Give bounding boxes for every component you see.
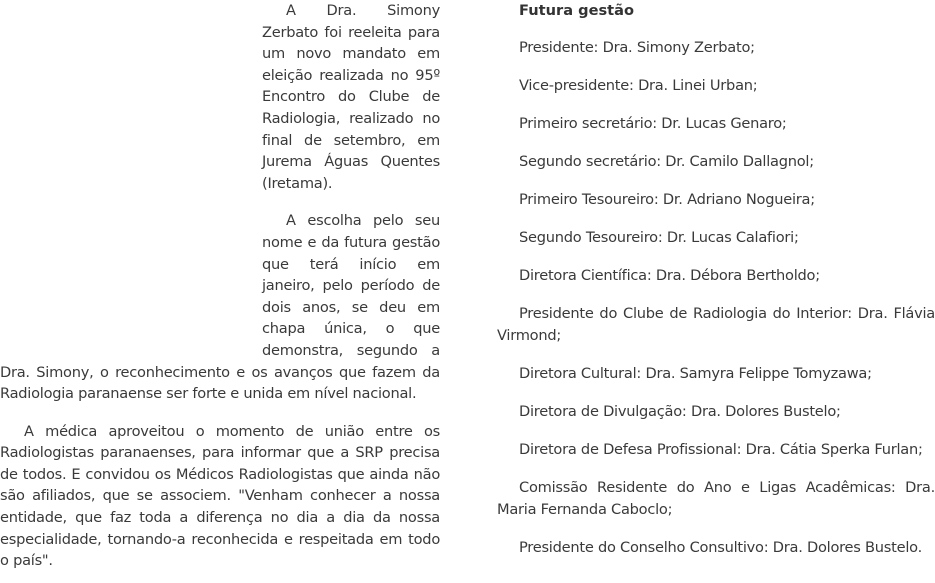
board-list-item: Presidente: Dra. Simony Zerbato;: [519, 39, 755, 56]
article-paragraph: A Dra. Simony Zerbato foi reeleita para um novo mandato em eleição realizada no 95º Encontro do Clube de Radiologia, realizado no final de setembro, em Jurema Águas Quentes (Iretama).: [262, 2, 440, 192]
board-list-item: Presidente do Conselho Consultivo: Dra. Dolores Bustelo.: [519, 539, 922, 556]
article-left-column: [0, 0, 440, 572]
board-list-item: Comissão Residente do Ano e Ligas Acadêmicas: Dra. Maria Fernanda Caboclo;: [497, 479, 935, 518]
board-list: [497, 37, 935, 559]
board-list-item: Primeiro Tesoureiro: Dr. Adriano Nogueira;: [519, 191, 815, 208]
article-paragraph: A escolha pelo seu nome e da futura gestão que terá início em janeiro, pelo período de dois anos, se deu em chapa única, o que demonstra, segundo a Dra. Simony, o reconhecimento e os avanços que fazem da Radiologia paranaense ser forte e unida em nível nacional.: [0, 212, 440, 403]
image-placeholder-space: [0, 0, 262, 340]
board-list-item: Diretora de Defesa Profissional: Dra. Cátia Sperka Furlan;: [519, 441, 923, 458]
board-list-item: Diretora Científica: Dra. Débora Bertholdo;: [519, 267, 820, 284]
article-right-column: [497, 0, 935, 575]
board-list-item: Primeiro secretário: Dr. Lucas Genaro;: [519, 115, 787, 132]
board-list-item: Presidente do Clube de Radiologia do Interior: Dra. Flávia Virmond;: [497, 305, 935, 344]
board-list-item: Diretora de Divulgação: Dra. Dolores Bustelo;: [519, 403, 841, 420]
board-list-item: Segundo Tesoureiro: Dr. Lucas Calafiori;: [519, 229, 799, 246]
article-paragraph: A médica aproveitou o momento de união entre os Radiologistas paranaenses, para informar que a SRP precisa de todos. E convidou os Médicos Radiologistas que ainda não são afiliados, que se associem. "Venham conhecer a nossa entidade, que faz toda a diferença no dia a dia da nossa especialidade, tornando-a reconhecida e respeitada em todo o país".: [0, 422, 440, 570]
board-list-item: Diretora Cultural: Dra. Samyra Felippe Tomyzawa;: [519, 365, 872, 382]
board-list-item: Segundo secretário: Dr. Camilo Dallagnol;: [519, 153, 814, 170]
section-heading: Futura gestão: [519, 2, 635, 19]
board-list-item: Vice-presidente: Dra. Linei Urban;: [519, 77, 758, 94]
